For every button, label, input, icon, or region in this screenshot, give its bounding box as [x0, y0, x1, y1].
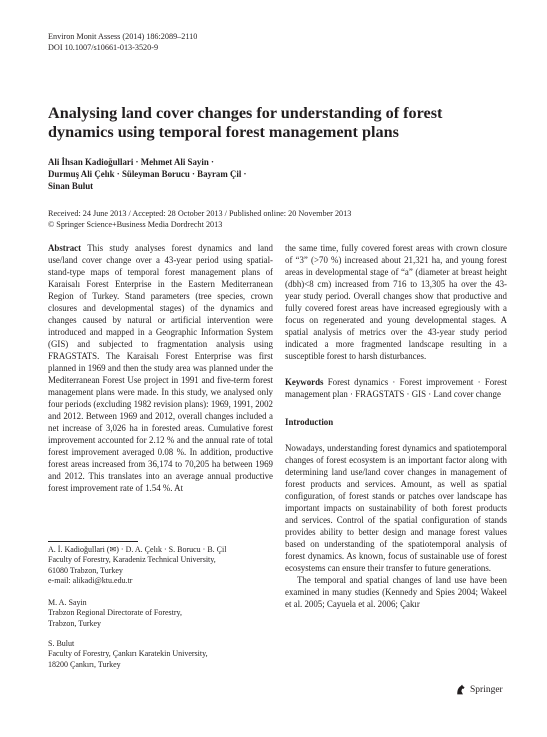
keywords-text: Forest dynamics · Forest improvement · Forest management plan · FRAGSTATS · GIS · Land cover change	[285, 377, 508, 399]
received-accepted-line: Received: 24 June 2013 / Accepted: 28 October 2013 / Published online: 20 November 2013	[48, 209, 352, 218]
journal-citation: Environ Monit Assess (2014) 186:2089–2110	[48, 32, 198, 41]
affiliation-3	[48, 639, 273, 670]
right-column	[285, 242, 507, 610]
copyright-line: © Springer Science+Business Media Dordrecht 2013	[48, 220, 223, 229]
doi[interactable]: DOI 10.1007/s10661-013-3520-9	[48, 43, 159, 52]
affiliation-line: M. A. Sayin	[48, 598, 87, 607]
affiliation-1	[48, 545, 273, 586]
springer-logo-text: Springer	[470, 684, 503, 695]
abstract-paragraph	[48, 242, 273, 494]
keywords-label: Keywords	[285, 377, 324, 387]
introduction-paragraph-1: Nowadays, understanding forest dynamics and spatiotemporal changes of forest ecosystem is an important factor along with determining land use/land cover changes in management of forest products and services. Amount, as well as spatial configuration, of forest stands or patches over landscape has important impacts on sustainability of both forest products and services. Control of the spatial configuration of stands provides ability to better design and manage forest values based on understanding of the spatiotemporal analysis of forest dynamics. As known, focus of sustainable use of forest ecosystems can ensure their transfer to future generations.	[285, 443, 507, 573]
journal-header	[48, 31, 197, 53]
article-title: Analysing land cover changes for understanding of forest dynamics using temporal forest management plans	[48, 104, 443, 141]
abstract-text-right: the same time, fully covered forest areas with crown closure of “3” (>70 %) increased about 21,321 ha, and young forest areas in developmental stage of “a” (diameter at breast height (dbh)<8 cm) increased from 716 to 13,305 ha over the 43-year study period. Overall changes show that productive and fully covered forest areas have increased egregiously with a focus on regenerated and young developmental stages. A spatial analysis of metrics over the 43-year study period indicated a more fragmented landscape resulting in a susceptible forest to harsh disturbances.	[285, 243, 507, 361]
affiliation-line: S. Bulut	[48, 639, 75, 648]
affiliation-line: Trabzon Regional Directorate of Forestry,	[48, 608, 183, 618]
affiliation-2	[48, 598, 273, 629]
affiliation-line: Trabzon, Turkey	[48, 618, 102, 628]
author-list	[48, 156, 348, 192]
springer-horse-icon	[454, 683, 467, 696]
keywords-paragraph	[285, 376, 507, 400]
author-line-3: Sinan Bulut	[48, 181, 94, 191]
left-column	[48, 242, 273, 494]
introduction-paragraph-2: The temporal and spatial changes of land use have been examined in many studies (Kennedy and Spies 2004; Wakeel et al. 2005; Cayuela et al. 2006; Çakır	[285, 575, 507, 609]
affiliation-line: A. İ. Kadioğullari (✉) · D. A. Çelık · S. Borucu · B. Çil	[48, 545, 227, 554]
corresponding-email[interactable]: e-mail: alikadi@ktu.edu.tr	[48, 575, 133, 585]
springer-logo	[454, 683, 503, 696]
abstract-text-left: This study analyses forest dynamics and land use/land cover change over a 43-year period using spatial-stand-type maps of temporal forest management plans of Karaisalı Forest Enterprise in the Eastern Mediterranean Region of Turkey. Stand parameters (tree species, crown closures and developmental stages) of the dynamics and changes caused by natural or artificial intervention were introduced and mapped in a Geographic Information System (GIS) and subjected to fragmentation analysis using FRAGSTATS. The Karaisalı Forest Enterprise was first planned in 1969 and then the study area was planned under the Mediterranean Forest Use project in 1991 and five-term forest management plans were made. In this study, we analysed only four periods (excluding 1982 revision plans): 1969, 1991, 2002 and 2012. Between 1969 and 2012, overall changes included a net increase of 3,026 ha in forested areas. Cumulative forest improvement accounted for 2.12 % and the annual rate of total forest improvement averaged 0.08 %. In addition, productive forest areas increased from 36,174 to 70,205 ha between 1969 and 2012. This translates into an average annual productive forest improvement rate of 1.54 %. At	[48, 243, 273, 493]
author-line-2: Durmuş Ali Çelık · Süleyman Borucu · Bayram Çil ·	[48, 169, 247, 179]
footnote-divider	[48, 541, 138, 542]
affiliation-line: Faculty of Forestry, Karadeniz Technical University,	[48, 555, 216, 565]
affiliation-line: Faculty of Forestry, Çankırı Karatekin University,	[48, 649, 208, 659]
author-line-1: Ali İhsan Kadioğullari · Mehmet Ali Sayin ·	[48, 157, 214, 167]
abstract-label: Abstract	[48, 243, 82, 253]
affiliation-line: 18200 Çankırı, Turkey	[48, 659, 121, 669]
introduction-heading: Introduction	[285, 417, 334, 427]
affiliation-line: 61080 Trabzon, Turkey	[48, 565, 123, 575]
publication-dates	[48, 208, 508, 230]
